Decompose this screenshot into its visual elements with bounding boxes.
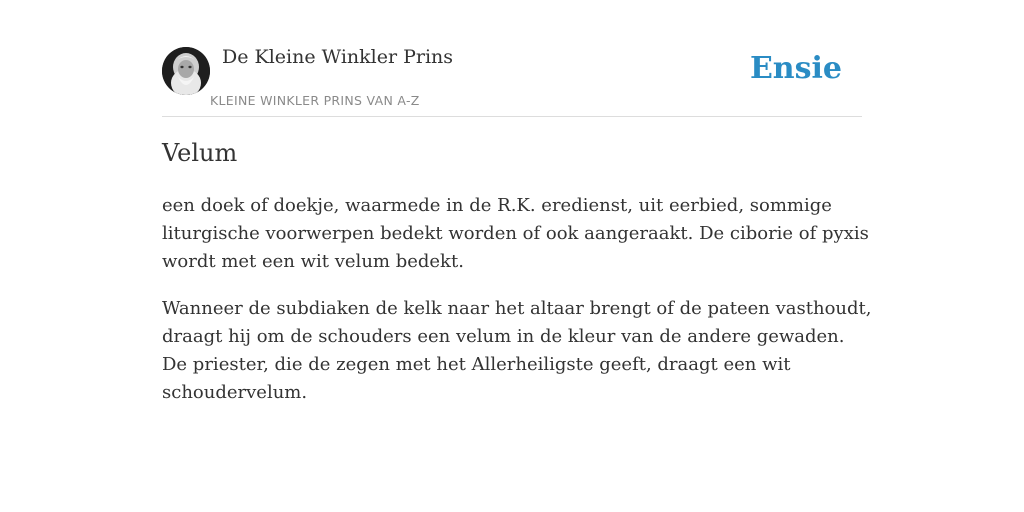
- entry-body: [162, 192, 872, 426]
- source-subtitle[interactable]: KLEINE WINKLER PRINS VAN A-Z: [210, 93, 420, 108]
- source-title[interactable]: De Kleine Winkler Prins: [222, 46, 454, 68]
- page-title: Velum: [162, 139, 238, 167]
- source-header: [162, 46, 862, 117]
- brand-logo-link[interactable]: Ensie: [749, 51, 842, 86]
- avatar[interactable]: [162, 47, 210, 95]
- portrait-avatar-icon: [162, 47, 210, 95]
- entry-paragraph: een doek of doekje, waarmede in de R.K. eredienst, uit eerbied, sommige liturgische voorwerpen bedekt worden of ook aangeraakt. De ciborie of pyxis wordt met een wit velum bedekt.: [162, 195, 869, 272]
- entry-paragraph: Wanneer de subdiaken de kelk naar het altaar brengt of de pateen vasthoudt, draagt hij om de schouders een velum in de kleur van de andere gewaden. De priester, die de zegen met het Allerheiligste geeft, draagt een wit schoudervelum.: [162, 298, 872, 403]
